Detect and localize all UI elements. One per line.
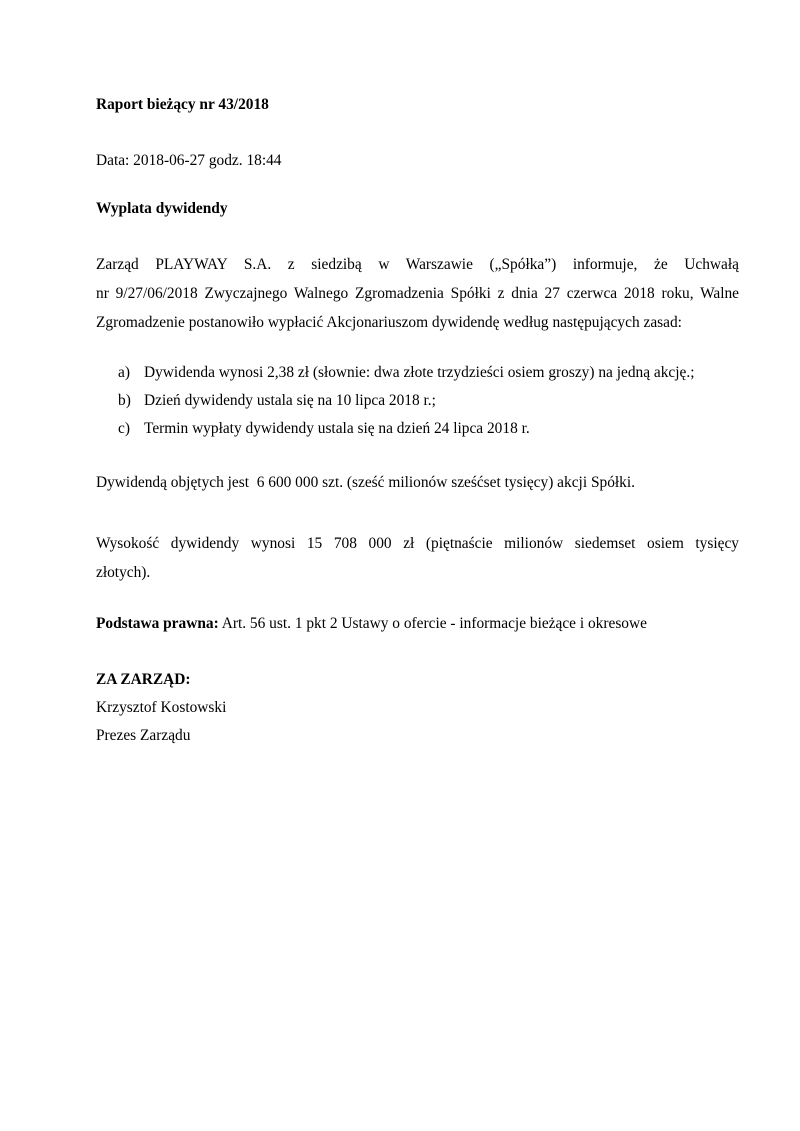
- list-marker: c): [118, 420, 130, 437]
- intro-paragraph: [96, 250, 739, 337]
- list-marker: a): [118, 364, 130, 381]
- intro-line: Zgromadzenie postanowiło wypłacić Akcjonariuszom dywidendę według następujących zasad:: [96, 314, 682, 331]
- list-item: [118, 420, 530, 438]
- list-item-text: Termin wypłaty dywidendy ustala się na dzień 24 lipca 2018 r.: [144, 420, 530, 437]
- legal-label: Podstawa prawna:: [96, 615, 219, 632]
- intro-line: nr 9/27/06/2018 Zwyczajnego Walnego Zgromadzenia Spółki z dnia 27 czerwca 2018 roku, Walne: [96, 285, 739, 302]
- report-title: Raport bieżący nr 43/2018: [96, 96, 269, 113]
- amount-line: Wysokość dywidendy wynosi 15 708 000 zł (piętnaście milionów siedemset osiem tysięcy: [96, 535, 739, 552]
- signature-role: Prezes Zarządu: [96, 727, 191, 744]
- intro-line: Zarząd PLAYWAY S.A. z siedzibą w Warszawie („Spółka”) informuje, że Uchwałą: [96, 256, 739, 273]
- signature-name: Krzysztof Kostowski: [96, 699, 227, 716]
- amount-paragraph: [96, 529, 739, 587]
- report-subject: Wyplata dywidendy: [96, 200, 228, 217]
- legal-basis: [96, 615, 647, 633]
- list-marker: b): [118, 392, 131, 409]
- list-item: [118, 364, 694, 382]
- list-item-text: Dzień dywidendy ustala się na 10 lipca 2018 r.;: [144, 392, 436, 409]
- report-date: Data: 2018-06-27 godz. 18:44: [96, 152, 282, 169]
- shares-paragraph: Dywidendą objętych jest 6 600 000 szt. (sześć milionów sześćset tysięcy) akcji Spółki.: [96, 474, 635, 491]
- list-item: [118, 392, 436, 410]
- legal-text: Art. 56 ust. 1 pkt 2 Ustawy o ofercie - informacje bieżące i okresowe: [218, 615, 647, 632]
- list-item-text: Dywidenda wynosi 2,38 zł (słownie: dwa złote trzydzieści osiem groszy) na jedną akcję.;: [144, 364, 695, 381]
- amount-line: złotych).: [96, 564, 151, 581]
- signature-heading: ZA ZARZĄD:: [96, 671, 191, 688]
